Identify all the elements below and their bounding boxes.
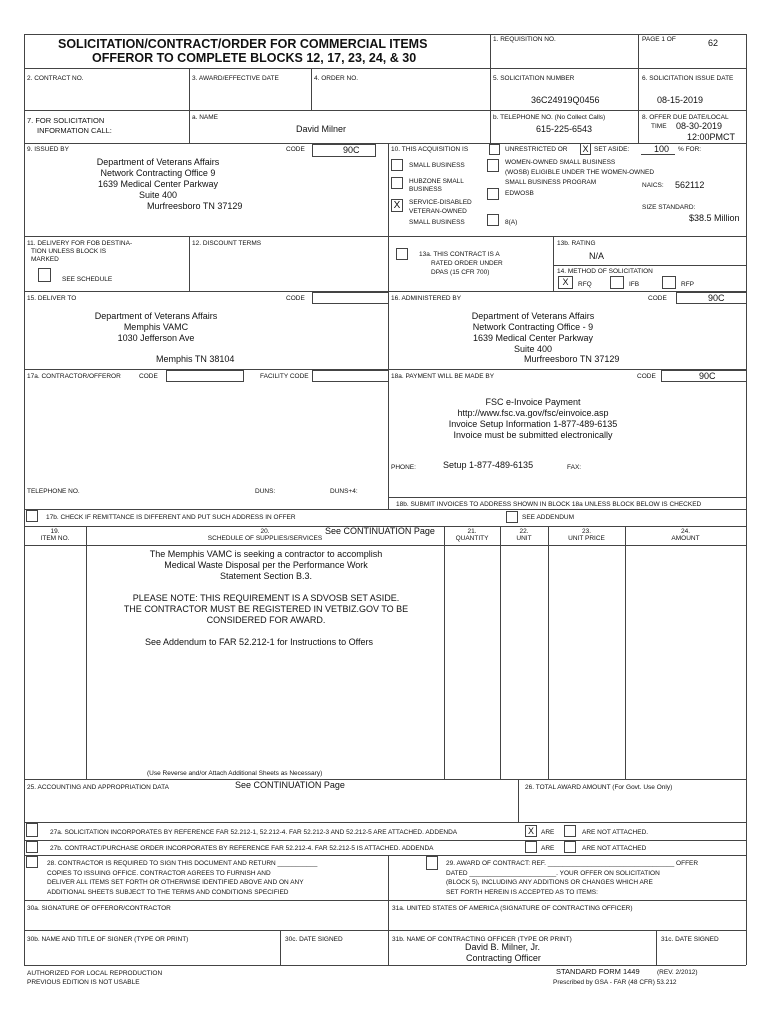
rule	[24, 34, 25, 965]
remittance-checkbox[interactable]	[26, 510, 38, 522]
duns-label: DUNS:	[255, 488, 276, 495]
officer-title: Contracting Officer	[466, 953, 541, 963]
contractor-code-box	[166, 370, 244, 382]
award-date-label: 3. AWARD/EFFECTIVE DATE	[192, 75, 279, 82]
officer-name-label: 31b. NAME OF CONTRACTING OFFICER (TYPE OR PRINT)	[392, 936, 572, 943]
edwosb-checkbox[interactable]	[487, 188, 499, 200]
prescribed-by: Prescribed by GSA - FAR (48 CFR) 53.212	[553, 979, 677, 986]
edwosb-label: EDWOSB	[505, 190, 534, 197]
col-number: 22.	[519, 528, 529, 535]
issue-date: 08-15-2019	[657, 95, 704, 105]
rule	[518, 779, 519, 822]
see-schedule-checkbox[interactable]	[38, 268, 51, 282]
size-standard: $38.5 Million	[689, 213, 740, 223]
address-line: Department of Veterans Affairs	[94, 311, 218, 321]
percent-for-label: % FOR:	[678, 146, 702, 153]
issued-by-city: Murfreesboro TN 37129	[147, 201, 243, 211]
contact-name: David Milner	[296, 124, 347, 134]
29-line: SET FORTH HEREIN IS ACCEPTED AS TO ITEMS:	[446, 888, 598, 896]
address-line: Suite 400	[513, 344, 553, 354]
rule	[24, 822, 746, 823]
sdvosb-label-3: SMALL BUSINESS	[409, 219, 465, 226]
27a-checkbox[interactable]	[26, 823, 38, 837]
reproduction-note: AUTHORIZED FOR LOCAL REPRODUCTION	[27, 970, 163, 977]
administered-by-code: 90C	[708, 293, 725, 303]
wosb-checkbox[interactable]	[487, 159, 499, 172]
phone-label: b. TELEPHONE NO. (No Collect Calls)	[493, 114, 606, 121]
rule	[444, 526, 445, 779]
col-number: 20.	[260, 528, 270, 535]
rule	[24, 965, 746, 966]
issued-by-label: 9. ISSUED BY	[27, 146, 69, 153]
rating-value: N/A	[589, 251, 605, 261]
27b-are-not-label: ARE NOT ATTACHED	[582, 845, 647, 852]
rfq-label: RFQ	[578, 281, 592, 288]
see-addendum-checkbox[interactable]	[506, 511, 518, 523]
col-title: ITEM NO.	[40, 535, 70, 542]
hubzone-label: HUBZONE SMALL	[409, 178, 464, 185]
contractor-code-label: CODE	[139, 373, 158, 380]
col-number: 19.	[50, 528, 60, 535]
see-schedule-label: SEE SCHEDULE	[62, 276, 113, 283]
27a-are-checkbox[interactable]: X	[525, 825, 537, 837]
address-line: Department of Veterans Affairs	[96, 157, 220, 167]
rated-order-label: 13a. THIS CONTRACT IS A	[419, 251, 500, 258]
due-date: 08-30-2019	[676, 121, 723, 131]
deliver-to-code-label: CODE	[286, 295, 305, 302]
col-number: 21.	[467, 528, 477, 535]
small-business-label: SMALL BUSINESS	[409, 162, 465, 169]
col-title: SCHEDULE OF SUPPLIES/SERVICES	[207, 535, 323, 542]
27a-text: 27a. SOLICITATION INCORPORATES BY REFERENCE FAR 52.212-1, 52.212-4. FAR 52.212-3 AND 52.212-5 ARE ATTACHED. ADDENDA	[50, 829, 458, 836]
28-line: 28. CONTRACTOR IS REQUIRED TO SIGN THIS DOCUMENT AND RETURN ___________	[47, 860, 318, 867]
deliver-to-code-box	[312, 292, 389, 304]
28-line: ADDITIONAL SHEETS SUBJECT TO THE TERMS AND CONDITIONS SPECIFIED	[47, 888, 289, 896]
size-standard-label: SIZE STANDARD:	[642, 204, 696, 211]
facility-code-box	[312, 370, 389, 382]
solicitation-method-label: 14. METHOD OF SOLICITATION	[557, 268, 653, 275]
rule	[24, 236, 746, 237]
see-addendum-label: SEE ADDENDUM	[522, 514, 575, 521]
address-line: 1639 Medical Center Parkway	[97, 179, 219, 189]
rule	[24, 779, 746, 780]
28-checkbox[interactable]	[26, 856, 38, 868]
29-text	[446, 859, 698, 897]
sdvosb-label-2: VETERAN-OWNED	[409, 208, 467, 215]
signature-officer-label: 31a. UNITED STATES OF AMERICA (SIGNATURE OF CONTRACTING OFFICER)	[392, 905, 633, 912]
28-line: COPIES TO ISSUING OFFICE. CONTRACTOR AGREES TO FURNISH AND	[47, 869, 271, 877]
info-call-label-2: INFORMATION CALL:	[37, 126, 112, 135]
delivery-label-3: MARKED	[31, 256, 59, 263]
set-aside-checkbox[interactable]: X	[580, 143, 591, 155]
naics-code: 562112	[675, 180, 705, 190]
deliver-to-city: Memphis TN 38104	[156, 354, 235, 364]
administered-by-address	[453, 311, 613, 355]
requisition-label: 1. REQUISITION NO.	[493, 36, 556, 43]
rule	[388, 143, 389, 509]
rule	[24, 545, 746, 546]
issued-by-code: 90C	[343, 145, 360, 155]
payment-line: FSC e-Invoice Payment	[485, 397, 581, 407]
payment-code-label: CODE	[637, 373, 656, 380]
unrestricted-label: UNRESTRICTED OR	[505, 146, 568, 153]
col-title: UNIT	[516, 535, 532, 542]
reverse-note: (Use Reverse and/or Attach Additional Sheets as Necessary)	[147, 770, 323, 777]
27a-are-not-label: ARE NOT ATTACHED.	[582, 829, 649, 836]
set-aside-percent: 100	[654, 144, 670, 154]
address-line: Department of Veterans Affairs	[471, 311, 595, 321]
signature-offeror-label: 30a. SIGNATURE OF OFFEROR/CONTRACTOR	[27, 905, 171, 912]
officer-date-label: 31c. DATE SIGNED	[661, 936, 719, 943]
ifb-checkbox[interactable]	[610, 276, 624, 289]
address-line: Network Contracting Office 9	[100, 168, 216, 178]
rfq-checkbox[interactable]: X	[558, 276, 573, 289]
address-line: Memphis VAMC	[123, 322, 189, 332]
hubzone-label-2: BUSINESS	[409, 186, 442, 193]
sdvosb-checkbox[interactable]: X	[391, 199, 403, 212]
administered-by-code-label: CODE	[648, 295, 667, 302]
payment-line: http://www.fsc.va.gov/fsc/einvoice.asp	[457, 408, 609, 418]
29-checkbox[interactable]	[426, 856, 438, 870]
contract-no-label: 2. CONTRACT NO.	[27, 75, 84, 82]
set-aside-label: SET ASIDE:	[594, 146, 630, 153]
telephone-label: TELEPHONE NO.	[27, 488, 80, 495]
rfp-checkbox[interactable]	[662, 276, 676, 289]
col-unit	[500, 528, 548, 542]
rule	[311, 68, 312, 110]
27a-are-label: ARE	[541, 829, 555, 836]
rfp-label: RFP	[681, 281, 694, 288]
accounting-value: See CONTINUATION Page	[235, 780, 345, 790]
address-line: 1639 Medical Center Parkway	[472, 333, 594, 343]
col-unit-price	[548, 528, 625, 542]
payment-instructions	[433, 397, 633, 441]
col-amount	[625, 528, 746, 542]
acquisition-label: 10. THIS ACQUISITION IS	[391, 146, 469, 153]
sdvosb-label: SERVICE-DISABLED	[409, 199, 472, 206]
description-line: Statement Section B.3.	[219, 571, 313, 581]
delivery-label: 11. DELIVERY FOR FOB DESTINA-	[27, 240, 133, 247]
deliver-to-label: 15. DELIVER TO	[27, 295, 77, 302]
rule	[656, 930, 657, 965]
rule	[625, 526, 626, 779]
rule	[746, 34, 747, 965]
rule	[553, 265, 746, 266]
notice-line: CONSIDERED FOR AWARD.	[206, 615, 326, 625]
form-subtitle: OFFEROR TO COMPLETE BLOCKS 12, 17, 23, 24, & 30	[92, 51, 417, 65]
col-item-no	[24, 528, 86, 542]
page-label: PAGE 1 OF	[642, 36, 676, 43]
offeror-date-label: 30c. DATE SIGNED	[285, 936, 343, 943]
issued-by-address	[78, 157, 238, 201]
rated-order-checkbox[interactable]	[396, 248, 408, 260]
total-award-label: 26. TOTAL AWARD AMOUNT (For Govt. Use Only)	[525, 784, 673, 791]
27a-are-not-checkbox[interactable]	[564, 825, 576, 837]
wosb-label: WOMEN-OWNED SMALL BUSINESS	[505, 159, 616, 166]
27b-are-label: ARE	[541, 845, 555, 852]
28-text	[47, 859, 317, 897]
col-quantity	[444, 528, 500, 542]
27b-text: 27b. CONTRACT/PURCHASE ORDER INCORPORATES BY REFERENCE FAR 52.212-4. FAR 52.212-5 IS ATTACHED. ADDENDA	[50, 845, 434, 852]
payment-code: 90C	[699, 371, 716, 381]
rating-label: 13b. RATING	[557, 240, 596, 247]
officer-name: David B. Milner, Jr.	[465, 942, 541, 952]
rule	[548, 526, 549, 779]
facility-code-label: FACILITY CODE	[260, 373, 309, 380]
rule	[24, 509, 746, 510]
issue-date-label: 6. SOLICITATION ISSUE DATE	[642, 75, 734, 82]
col-title: UNIT PRICE	[568, 535, 605, 542]
rule	[553, 236, 554, 291]
29-line: (BLOCK 5), INCLUDING ANY ADDITIONS OR CHANGES WHICH ARE	[446, 879, 653, 886]
rule	[24, 900, 746, 901]
28-line: DELIVER ALL ITEMS SET FORTH OR OTHERWISE IDENTIFIED ABOVE AND ON ANY	[47, 879, 304, 886]
order-no-label: 4. ORDER NO.	[314, 75, 359, 82]
duns4-label: DUNS+4:	[330, 488, 358, 495]
hubzone-checkbox[interactable]	[391, 177, 403, 189]
col-title: QUANTITY	[455, 535, 489, 542]
wosb-label-2: (WOSB) ELIGIBLE UNDER THE WOMEN-OWNED	[505, 169, 655, 176]
rule	[490, 34, 491, 143]
rule	[189, 236, 190, 291]
29-line: DATED ________________________. YOUR OFFER ON SOLICITATION	[446, 869, 660, 877]
administered-by-city: Murfreesboro TN 37129	[524, 354, 620, 364]
rule	[500, 526, 501, 779]
payment-line: Invoice must be submitted electronically	[453, 430, 613, 440]
eight-a-checkbox[interactable]	[487, 214, 499, 226]
rule	[24, 930, 746, 931]
col-number: 23.	[581, 528, 592, 535]
wosb-label-3: SMALL BUSINESS PROGRAM	[505, 179, 597, 186]
deliver-to-address	[76, 311, 236, 344]
eight-a-label: 8(A)	[505, 219, 518, 226]
29-line: 29. AWARD OF CONTRACT: REF. ___________________________________ OFFER	[446, 860, 699, 867]
submit-invoices-label: 18b. SUBMIT INVOICES TO ADDRESS SHOWN IN BLOCK 18a UNLESS BLOCK BELOW IS CHECKED	[396, 501, 702, 508]
rule	[388, 497, 746, 498]
set-aside-notice	[96, 593, 436, 626]
rule	[638, 34, 639, 143]
notice-line: PLEASE NOTE: THIS REQUIREMENT IS A SDVOSB SET ASIDE.	[132, 593, 400, 603]
schedule-continuation: See CONTINUATION Page	[325, 526, 435, 536]
27b-are-not-checkbox[interactable]	[564, 841, 576, 853]
administered-by-label: 16. ADMINISTERED BY	[391, 295, 462, 302]
rule	[24, 840, 746, 841]
solicitation-no: 36C24919Q0456	[531, 95, 600, 105]
rule	[280, 930, 281, 965]
page-total: 62	[708, 38, 719, 48]
form-title: SOLICITATION/CONTRACT/ORDER FOR COMMERCIAL ITEMS	[58, 37, 428, 51]
col-number: 24.	[680, 528, 691, 535]
form-revision: (REV. 2/2012)	[657, 969, 698, 976]
27b-are-checkbox[interactable]	[525, 841, 537, 853]
description-line: Medical Waste Disposal per the Performance Work	[164, 560, 368, 570]
form-number: STANDARD FORM 1449	[556, 967, 640, 976]
signer-name-label: 30b. NAME AND TITLE OF SIGNER (TYPE OR PRINT)	[27, 936, 189, 943]
issued-by-code-label: CODE	[286, 146, 305, 153]
payment-fax-label: FAX:	[567, 464, 582, 471]
payment-phone-label: PHONE:	[391, 464, 416, 471]
address-line: Suite 400	[138, 190, 178, 200]
accounting-label: 25. ACCOUNTING AND APPROPRIATION DATA	[27, 784, 169, 791]
payment-phone: Setup 1-877-489-6135	[443, 460, 534, 470]
ifb-label: IFB	[629, 281, 640, 288]
time-label: TIME	[651, 123, 667, 130]
naics-label: NAICS:	[642, 182, 664, 189]
contractor-label: 17a. CONTRACTOR/OFFEROR	[27, 373, 121, 380]
due-time: 12:00PMCT	[687, 132, 736, 142]
edition-note: PREVIOUS EDITION IS NOT USABLE	[27, 979, 140, 986]
due-date-label: 8. OFFER DUE DATE/LOCAL	[642, 114, 729, 121]
rule	[189, 68, 190, 143]
percent-underline	[641, 154, 675, 155]
unrestricted-checkbox[interactable]	[489, 144, 500, 155]
delivery-label-2: TION UNLESS BLOCK IS	[31, 248, 107, 255]
solicitation-no-label: 5. SOLICITATION NUMBER	[493, 75, 575, 82]
col-title: AMOUNT	[671, 535, 700, 542]
payment-line: Invoice Setup Information 1-877-489-6135	[448, 419, 618, 429]
info-call-label: 7. FOR SOLICITATION	[27, 116, 105, 125]
rule	[24, 855, 746, 856]
discount-terms-label: 12. DISCOUNT TERMS	[192, 240, 262, 247]
notice-line: THE CONTRACTOR MUST BE REGISTERED IN VETBIZ.GOV TO BE	[123, 604, 409, 614]
address-line: 1030 Jefferson Ave	[117, 333, 195, 343]
addendum-note: See Addendum to FAR 52.212-1 for Instructions to Offers	[145, 637, 373, 647]
description-line: The Memphis VAMC is seeking a contractor to accomplish	[149, 549, 383, 559]
remittance-label: 17b. CHECK IF REMITTANCE IS DIFFERENT AND PUT SUCH ADDRESS IN OFFER	[46, 514, 296, 521]
rule	[24, 143, 746, 144]
address-line: Network Contracting Office - 9	[472, 322, 594, 332]
small-business-checkbox[interactable]	[391, 159, 403, 171]
schedule-description	[126, 549, 406, 582]
rated-order-label-3: DPAS (15 CFR 700)	[431, 269, 490, 276]
contact-phone: 615-225-6543	[536, 124, 593, 134]
rule	[86, 526, 87, 779]
payment-label: 18a. PAYMENT WILL BE MADE BY	[391, 373, 495, 380]
rule	[388, 855, 389, 965]
rated-order-label-2: RATED ORDER UNDER	[431, 260, 503, 267]
name-label: a. NAME	[192, 114, 219, 121]
27b-checkbox[interactable]	[26, 841, 38, 853]
